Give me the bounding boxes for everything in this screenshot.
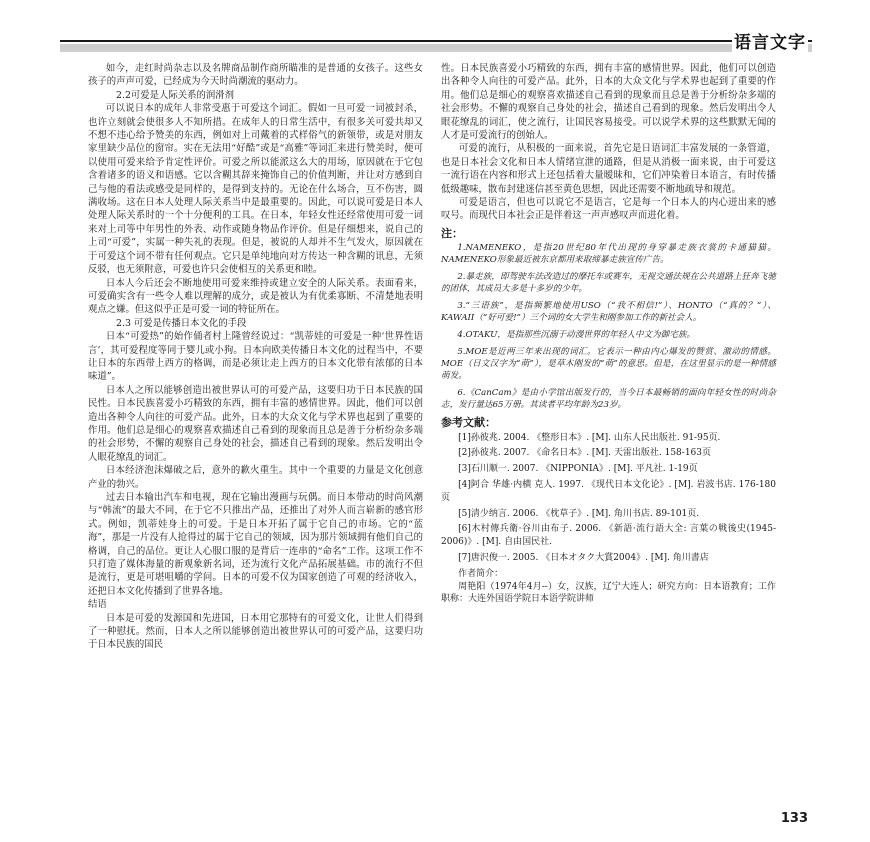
paragraph: 可爱的流行，从积极的一面来说，首先它是日语词汇丰富发展的一条管道，也是日本社会文化和日本人情绪宣泄的通路，但是从消极一面来说，由于可爱这一流行语在内容和形式上还包括着大量暧昧和，它们冲染着日本语言，有时传播低级趣味，散布封建迷信甚至黄色思想，因此还需要不断地疏导和规范。 <box>441 143 776 195</box>
reference-item: [1]孙彼兆. 2004. 《整形日本》. [M]. 山东人民出版社. 91-95页. <box>458 432 721 443</box>
heading: 性。日本民族喜爱小巧精致的东西，拥有丰富的感情世界。因此，他们可以创造出各种令人向往的可爱产品。此外，日本的大众文化与学术界也起到了重要的作用。他们总是细心的观察喜欢描述自己看到的现象而且总是善于分析纷杂多端的社会形势。不懈的观察自己身处的社会，描述自己看到的现象。然后发明出令人眼花缭乱的词汇，使之流行，让国民容易接受。可以说学术界的这些默默无闻的人才是可爱流行的创始人。 <box>441 63 776 142</box>
paragraph: 可以说日本的成年人非常受惠于可爱这个词汇。假如一旦可爱一词被封杀，也许立刻就会使很多人不知所措。在成年人的日常生活中，有很多关可爱共却又不想不违心给予赞美的东西，例如对上司戴着的式样俗气的新领带，或是对朋友家里缺少品位的窗帘。实在无法用“好酷”或是“高雅”等词汇来进行赞美时，便可以使用可爱来给予肯定性评价。可爱之所以能派这么大的用场，原因就在于它包含着诸多的语义和语感。它以含糊其辞来掩饰自己的价值判断，并让对方感到自己与他的看法或感受是同样的，是得到支持的。无论在什么场合，互不伤害，圆满收场。这在日本人处理人际关系当中是最重要的。因此，可以说可爱是日本人处理人际关系时的一个十分便利的工具。在日本，年轻女性还经常使用可爱一词来对上司等中年男性的外表、动作或随身物品作评价。但是仔细想来，说自己的上司“可爱”，实属一种失礼的表现。但是，被说的人却并不生气发火，原因就在于可爱这个词不带有任何观点。它只是单纯地向对方传达一种含糊的讯息，无须反驳，也无须附意，可爱也许只会使相互的关系更和睦。 <box>88 103 423 276</box>
notes-title: 注： <box>441 226 463 240</box>
reference-item: [7]唐沢俊一. 2005. 《日本オタク大賞2004》. [M]. 角川書店 <box>458 553 709 564</box>
reference-item: [4]阿合 华雄·内横 克人. 1997. 《现代日本文化论》. [M]. 岩波书店. 176-180页 <box>441 480 776 503</box>
reference-item: [2]孙彼兆. 2007. 《命名日本》. [M]. 天雷出版社. 158-163页 <box>458 448 711 459</box>
heading: 2.2可爱是人际关系的润滑剂 <box>116 89 235 101</box>
note-item: 4.OTAKU，是指那些沉溺于动漫世界的年轻人中文为御宅族。 <box>457 330 696 341</box>
note-item: 1.NAMENEKO，是指20世纪80年代出现的身穿暴走族衣裳的卡通猫猫。NAMENEKO形象最近被东京都用来取缔暴走族宣传广告。 <box>441 243 776 266</box>
paragraph: 如今，走红时尚杂志以及名牌商品制作商所瞄准的是普通的女孩子。这些女孩子的声声可爱，已经成为今天时尚潮流的驱动力。 <box>88 63 423 88</box>
reference-item: [6]木村傳兵衛·谷川由布子. 2006. 《新語·流行語大全: 言葉の戦後史(1945-2006)》. [M]. 自由国民社. <box>441 524 776 548</box>
paragraph: 日本“可爱热”的始作俑者村上隆曾经说过：“凯蒂娃的可爱是一种‘世界性语言’，其可爱程度等同于婴儿或小狗。日本向欧美传播日本文化的过程当中，不要让日本的东西带上西方的格调，而是必须让走上西方的日本文化带有浓郁的日本味道”。 <box>88 331 423 383</box>
note-item: 5.MOE是近两三年来出现的词汇。它表示一种由内心爆发的赞赏、激动的情感。MOE（日文汉字为“萌”），是草木刚发的“萌”的意思。但是，在这里显示的是一种情感萌发。 <box>441 347 776 382</box>
right-body <box>441 62 776 223</box>
author-bio-title: 作者简介： <box>458 568 504 579</box>
references-title: 参考文献： <box>441 416 496 430</box>
paragraph: 日本经济泡沫爆破之后，意外的歉火重生。其中一个重要的力量是文化创意产业的勃兴。 <box>88 465 423 490</box>
reference-item: [5]清少纳言. 2006. 《枕草子》. [M]. 角川书店. 89-101页. <box>458 508 700 519</box>
left-column <box>88 62 423 652</box>
note-item: 2.暴走族，即驾驶车法改造过的摩托车或赛车，无视交通法规在公共道路上狂奔飞驰的团体，其成员大多是十多岁的少年。 <box>441 272 776 295</box>
paragraph: 过去日本输出汽车和电视，现在它输出漫画与玩偶。而日本带动的时尚风潮与“韩流”的最大不同，在于它不只推出产品，还推出了对外人而言崭新的感官形式。例如，凯蒂娃身上的可爱。于是日本开拓了属于它自己的市场。它的“蓝海”，那是一片没有人抢得过的属于它自己的领域，因为那片领域拥有他们自己的格调，自己的品位。更让人心服口服的是背后一连串的“命名”工作。这项工作不只打造了媒体海量的新观象新名词，还为流行文化产品拓展基础。市的流行不但是流行，更是可堪咀嚼的学问。日本的可爱不仅为国家创造了可观的经济收入，还把日本文化传播到了世界各地。 <box>88 492 423 597</box>
section-label: 语言文字 <box>732 28 808 53</box>
paragraph: 日本是可爱的发源国和先进国，日本用它那特有的可爱文化，让世人们得到了一种慰抚。然而，日本人之所以能够创造出被世界认可的可爱产品，这要归功于日本民族的国民 <box>88 612 423 651</box>
header-rule <box>60 40 812 42</box>
author-bio: 周艳阳（1974年4月--）女，汉族，辽宁大连人；研究方向：日本语教育；工作职称：大连外国语学院日本语学院讲师 <box>441 581 776 605</box>
note-item: 6.《CanCam》是由小学馆出版发行的，当今日本最畅销的面向年轻女性的时尚杂志，发行量达65万册。其读者平均年龄为23岁。 <box>441 388 776 411</box>
reference-item: [3]石川顺一. 2007. 《NIPPONIA》. [M]. 平凡社. 1-19页 <box>458 464 698 475</box>
notes-list <box>441 242 776 411</box>
note-item: 3.“三语族”，是指频繁地使用USO（“我不相信!”）、HONTO（“真的？”）、KAWAII（“好可爱!”）三个词的女大学生和刚参加工作的新社会人。 <box>441 301 776 324</box>
page-number: 133 <box>780 811 808 826</box>
heading: 结语 <box>88 599 107 611</box>
header-bar <box>60 44 812 52</box>
references-list <box>441 432 776 565</box>
right-column <box>441 62 776 606</box>
heading: 2.3 可爱是传播日本文化的手段 <box>116 317 247 329</box>
paragraph: 日本人今后还会不断地使用可爱来维持或建立安全的人际关系。表面看来，可爱确实含有一些令人难以理解的成分，或是被认为有优柔寡断、不清楚地表明观点之嫌。但这似乎正是可爱一词的特征所在。 <box>88 277 423 316</box>
paragraph: 日本人之所以能够创造出被世界认可的可爱产品，这要归功于日本民族的国民性。日本民族喜爱小巧精致的东西，拥有丰富的感情世界。因此，他们可以创造出各种令人向往的可爱产品。此外，日本的大众文化与学术界也起到了重要的作用。他们总是细心的观察喜欢描述自己看到的现象而且总是善于分析纷杂多端的社会形势，不懈的观察自己身处的社会，描述自己看到的现象。然后发明出令人眼花缭乱的词汇。 <box>88 384 423 463</box>
paragraph: 可爱是语言，但也可以说它不是语言，它是每一个日本人的内心迸出来的感叹号。而现代日本社会正是伴着这一声声感叹声而进化着。 <box>441 197 776 222</box>
